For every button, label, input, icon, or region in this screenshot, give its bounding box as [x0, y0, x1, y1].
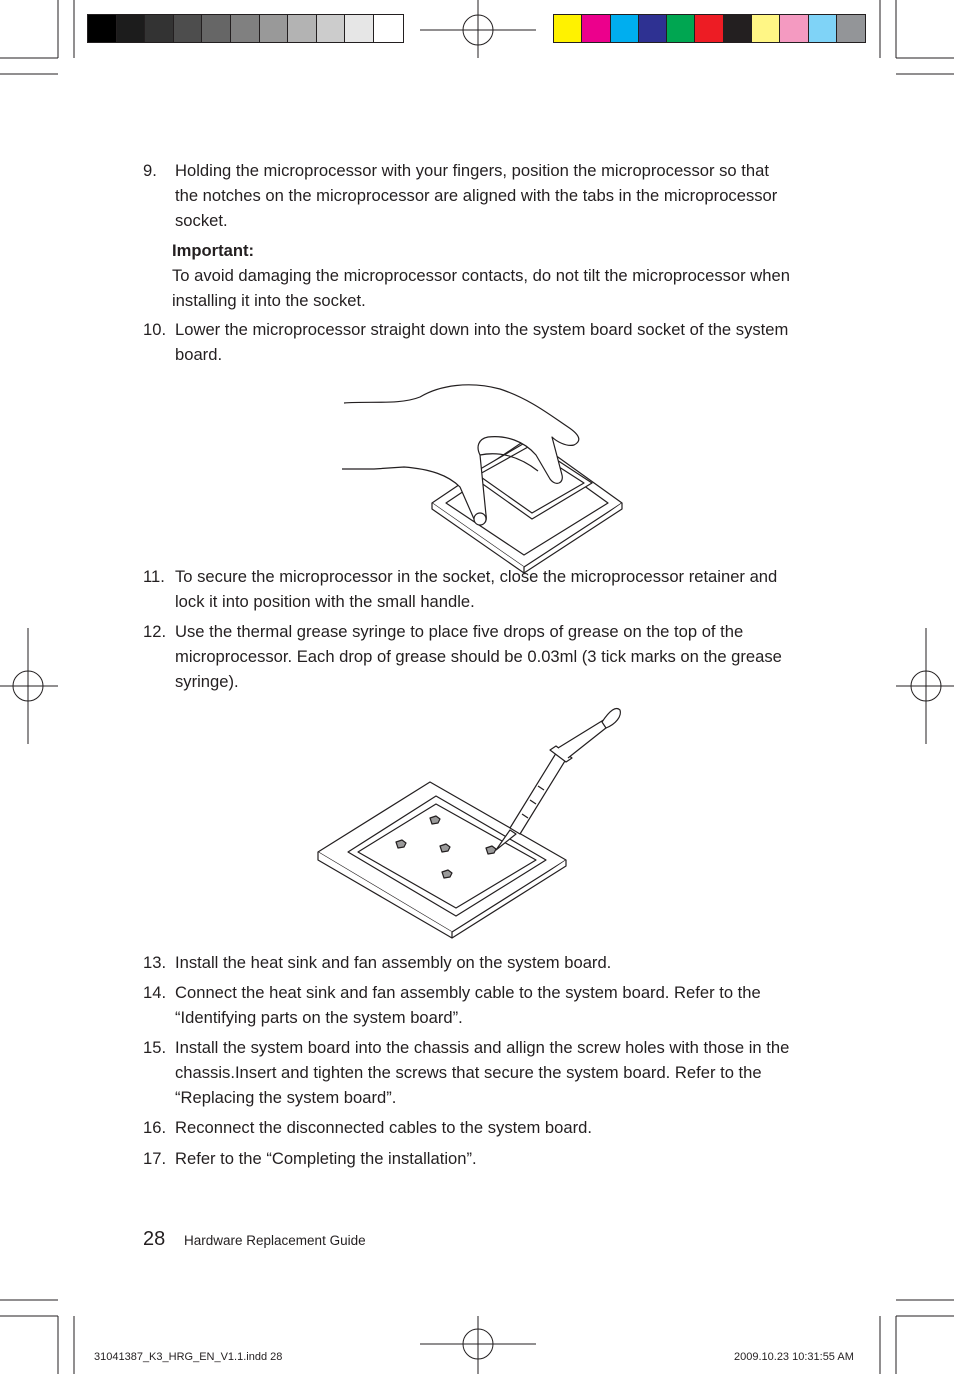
- registration-mark-icon: [420, 1314, 536, 1374]
- color-swatch: [374, 15, 403, 42]
- color-swatch: [174, 15, 203, 42]
- color-swatch: [117, 15, 146, 42]
- color-swatch: [231, 15, 260, 42]
- install-processor-illustration: [330, 375, 630, 565]
- important-title: Important:: [172, 241, 255, 260]
- thermal-grease-illustration: [310, 700, 640, 940]
- guide-title: Hardware Replacement Guide: [184, 1233, 366, 1248]
- page-number: 28: [143, 1228, 166, 1250]
- step-15: [143, 1035, 803, 1110]
- slug-timestamp: 2009.10.23 10:31:55 AM: [734, 1351, 854, 1363]
- step-number: 13.: [143, 953, 167, 972]
- step-text: Holding the microprocessor with your fingers, position the microprocessor so that the notches on the microprocessor are aligned with the tabs in the microprocessor socket.: [175, 161, 778, 230]
- color-swatch: [88, 15, 117, 42]
- step-number: 12.: [143, 622, 167, 641]
- grayscale-color-bar: [87, 14, 404, 43]
- color-swatch: [611, 15, 639, 42]
- color-swatch: [809, 15, 837, 42]
- step-text: Lower the microprocessor straight down into the system board socket of the system board.: [175, 320, 789, 364]
- step-number: 11.: [143, 567, 165, 586]
- step-number: 15.: [143, 1038, 167, 1057]
- step-text: To secure the microprocessor in the socket, close the microprocessor retainer and lock it into position with the small handle.: [175, 567, 778, 611]
- important-note: [172, 238, 812, 313]
- step-9: [143, 158, 803, 233]
- color-swatch: [582, 15, 610, 42]
- step-11: [143, 564, 803, 614]
- step-text: Install the system board into the chassis and allign the screw holes with those in the chassis.Insert and tighten the screws that secure the system board. Refer to the “Replacing the system board”.: [175, 1038, 790, 1107]
- registration-mark-icon: [420, 0, 536, 60]
- color-swatch: [837, 15, 865, 42]
- step-17: [143, 1146, 803, 1171]
- color-swatch: [145, 15, 174, 42]
- color-swatch: [345, 15, 374, 42]
- color-swatch: [780, 15, 808, 42]
- registration-mark-icon: [896, 628, 954, 744]
- step-12: [143, 619, 803, 694]
- slug-file: 31041387_K3_HRG_EN_V1.1.indd 28: [94, 1351, 283, 1363]
- step-text: Connect the heat sink and fan assembly cable to the system board. Refer to the “Identifying parts on the system board”.: [175, 983, 761, 1027]
- step-16: [143, 1115, 803, 1140]
- important-text: To avoid damaging the microprocessor contacts, do not tilt the microprocessor when installing it into the socket.: [172, 266, 790, 310]
- color-swatch: [639, 15, 667, 42]
- color-swatch: [317, 15, 346, 42]
- step-number: 14.: [143, 983, 167, 1002]
- color-swatch: [260, 15, 289, 42]
- color-swatch: [752, 15, 780, 42]
- process-color-bar: [553, 14, 866, 43]
- step-13: [143, 950, 803, 975]
- color-swatch: [695, 15, 723, 42]
- step-text: Refer to the “Completing the installation”.: [175, 1149, 477, 1168]
- color-swatch: [288, 15, 317, 42]
- step-number: 16.: [143, 1118, 167, 1137]
- step-text: Use the thermal grease syringe to place five drops of grease on the top of the microprocessor. Each drop of grease should be 0.03ml (3 tick marks on the grease syringe).: [175, 622, 782, 691]
- step-number: 10.: [143, 320, 167, 339]
- step-14: [143, 980, 803, 1030]
- color-swatch: [554, 15, 582, 42]
- step-text: Install the heat sink and fan assembly on the system board.: [175, 953, 612, 972]
- step-10: [143, 317, 803, 367]
- color-swatch: [667, 15, 695, 42]
- step-number: 17.: [143, 1149, 167, 1168]
- color-swatch: [724, 15, 752, 42]
- registration-mark-icon: [0, 628, 60, 744]
- step-number: 9.: [143, 161, 157, 180]
- color-swatch: [202, 15, 231, 42]
- step-text: Reconnect the disconnected cables to the system board.: [175, 1118, 592, 1137]
